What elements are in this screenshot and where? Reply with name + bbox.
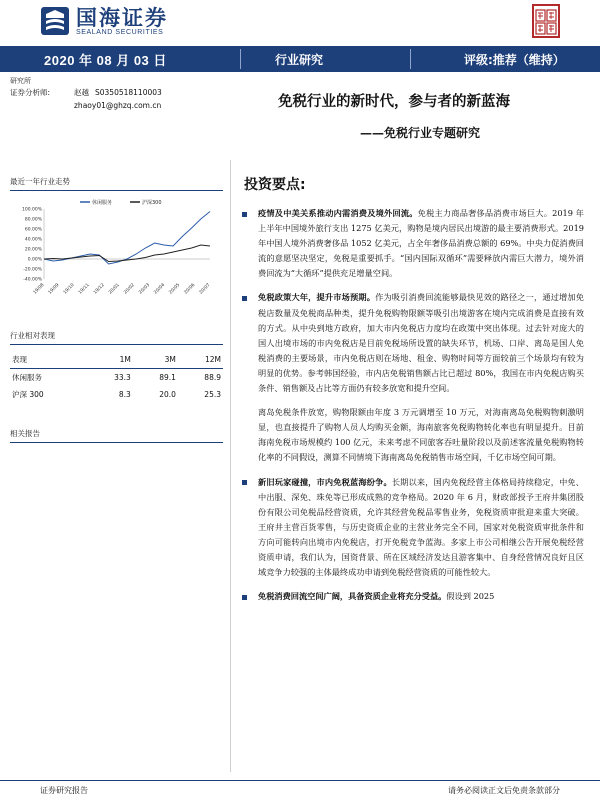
list-item bbox=[240, 589, 584, 604]
table-cell: 沪深 300 bbox=[12, 390, 44, 399]
paragraph: 离岛免税条件放宽，购物限额由年度 3 万元调增至 10 万元，对海南离岛免税购物刺激明显，也直接提升了购物人员人均购买金额，海南旅客免税购物转化率也有明显提升。目前海南免税市场规模约 100 亿元，未来考虑不同旅客吞吐量阶段以及前述客流量免税购物转化率的不同假设，测算不同情境下海南离岛免税销售市场空间，千亿市场空间可期。 bbox=[258, 407, 584, 463]
x-tick-label: 20/06 bbox=[183, 282, 197, 296]
point-text: 免税主力商品奢侈品消费市场巨大。2019 年上半年中国境外旅行支出 1275 亿美元，购物是境内居民出境游的最主要消费形式。2019 年中国人境外消费奢侈品 1052 亿美元，占全年奢侈品消费总额的 69%。中央力促消费回流的意愿坚决坚定，免税是重要抓手。“国内国际双循环”需要释放内需巨大潜力，境外消费回流为“大循环”提供充足增量空间。 bbox=[258, 208, 584, 279]
point-lead: 免税消费回流空间广阔，具备资质企业将充分受益。 bbox=[258, 591, 447, 602]
y-tick-label: -40.00% bbox=[23, 277, 42, 283]
column-divider bbox=[230, 160, 231, 772]
table-cell: 88.9 bbox=[204, 373, 221, 382]
list-item bbox=[240, 290, 584, 396]
legend-label: 沪深300 bbox=[142, 200, 162, 206]
x-tick-label: 19/09 bbox=[47, 282, 61, 296]
analyst-info bbox=[10, 86, 223, 112]
table-header-cell: 表现 bbox=[10, 351, 88, 369]
analyst-label: 证券分析师: bbox=[10, 88, 51, 97]
table-header-row bbox=[10, 351, 223, 369]
x-tick-label: 20/03 bbox=[138, 282, 152, 296]
brand-logo bbox=[40, 6, 168, 36]
point-text: 作为吸引消费回流能够最快见效的路径之一，通过增加免税店数量及免税商品种类，提升免税购物限额等吸引出境游客在境内完成消费是直接有效的方式。从中央到地方政府，加大市内免税店力度均在政策中突出体现。过去针对庞大的国人出境市场的市内免税店是目前免税场所设置的缺失环节，机场、口岸、离岛是国人免税消费的主要场景，市内免税店则在场地、租金、购物时间等方面较前三个场景均有较为明显的优势。参考韩国经验，市内店免税销售额占比已超过 80%，我国在市内免税店购买条件、销售额及占比等方面仍有较多放宽和提升空间。 bbox=[258, 292, 584, 394]
analyst-name: 赵越 bbox=[74, 88, 89, 97]
x-tick-label: 19/12 bbox=[93, 282, 106, 296]
trend-chart-section bbox=[10, 176, 223, 302]
logo-en: SEALAND SECURITIES bbox=[76, 28, 164, 36]
bullet-icon bbox=[240, 290, 258, 396]
y-tick-label: 0.00% bbox=[27, 257, 42, 263]
report-info-bar bbox=[0, 46, 600, 72]
trend-chart-title: 最近一年行业走势 bbox=[10, 176, 223, 191]
performance-title: 行业相对表现 bbox=[10, 330, 223, 345]
legend-label: 休闲服务 bbox=[92, 200, 113, 206]
point-lead: 新旧玩家碰撞，市内免税蓝海纷争。 bbox=[258, 476, 392, 487]
table-cell: 33.3 bbox=[114, 373, 131, 382]
report-category: 行业研究 bbox=[275, 52, 324, 67]
x-tick-label: 20/01 bbox=[108, 282, 121, 296]
analyst-email[interactable]: zhaoy01@ghzq.com.cn bbox=[74, 101, 162, 110]
table-header-cell: 3M bbox=[133, 351, 178, 369]
trend-chart bbox=[10, 197, 223, 302]
point-text: 长期以来，国内免税经营主体格局持续稳定，中免、中出服、深免、珠免等已形成成熟的竞争格局。2020 年 6 月，财政部授予王府井集团股份有限公司免税品经营资质，允许其经营免税品零售业务，免税资质审批迎来重大突破。王府井主营百货零售，与历史资质企业的主营业务完全不同，国家对免税资质审批条件和方向可能转向出境市内免税店，打开免税竞争蓝海。多家上市公司相继公告开展免税经营资质申请，我们认为，国资背景、所在区域经济发达且游客集中、自身经营情况良好且区域竞争力较强的主体最终成功申请到免税经营资质的可能性较大。 bbox=[258, 476, 584, 578]
bar-divider bbox=[240, 49, 241, 69]
table-cell: 89.1 bbox=[159, 373, 176, 382]
y-tick-label: 60.00% bbox=[24, 227, 42, 233]
performance-table bbox=[10, 351, 223, 403]
y-tick-label: 100.00% bbox=[21, 207, 42, 213]
y-tick-label: -20.00% bbox=[23, 267, 42, 273]
point-lead: 免税政策大年，提升市场预期。 bbox=[258, 292, 376, 303]
list-item bbox=[240, 206, 584, 281]
series-line bbox=[44, 212, 210, 265]
table-row bbox=[10, 386, 223, 403]
point-text: 假设到 2025 bbox=[446, 591, 495, 602]
footer-rule bbox=[0, 780, 600, 781]
analyst-cert: S0350518110003 bbox=[95, 88, 162, 97]
bullet-icon bbox=[240, 475, 258, 581]
table-header-cell: 12M bbox=[178, 351, 223, 369]
report-subtitle: ——免税行业专题研究 bbox=[360, 126, 481, 140]
footer-disclaimer: 请务必阅读正文后免责条款部分 bbox=[448, 786, 560, 795]
bullet-icon bbox=[240, 589, 258, 604]
logo-cn: 国海证券 bbox=[76, 5, 168, 30]
y-tick-label: 80.00% bbox=[24, 217, 42, 223]
x-tick-label: 19/11 bbox=[77, 282, 91, 296]
related-reports-section bbox=[10, 428, 223, 443]
list-item bbox=[240, 475, 584, 581]
x-tick-label: 19/08 bbox=[32, 282, 46, 296]
institute-label: 研究所 bbox=[10, 77, 31, 85]
x-tick-label: 20/02 bbox=[123, 282, 136, 296]
performance-section bbox=[10, 330, 223, 403]
report-date: 2020 年 08 月 03 日 bbox=[44, 52, 167, 68]
x-tick-label: 20/07 bbox=[198, 282, 212, 296]
table-cell: 25.3 bbox=[204, 390, 221, 399]
bullet-icon bbox=[240, 206, 258, 281]
table-header-cell: 1M bbox=[88, 351, 133, 369]
bar-divider bbox=[410, 49, 411, 69]
x-tick-label: 19/10 bbox=[62, 282, 76, 296]
point-lead: 疫情及中美关系推动内需消费及境外回流。 bbox=[258, 208, 418, 218]
table-cell: 20.0 bbox=[159, 390, 176, 399]
report-rating: 评级:推荐（维持） bbox=[464, 52, 565, 67]
key-points bbox=[240, 206, 584, 613]
seal-icon bbox=[535, 9, 557, 35]
x-tick-label: 20/04 bbox=[153, 282, 167, 296]
y-tick-label: 40.00% bbox=[24, 237, 42, 243]
y-tick-label: 20.00% bbox=[24, 247, 42, 253]
logo-icon bbox=[40, 6, 70, 36]
seal-stamp bbox=[532, 4, 560, 38]
related-reports-title: 相关报告 bbox=[10, 428, 223, 443]
table-row bbox=[10, 369, 223, 387]
key-points-heading: 投资要点: bbox=[244, 177, 306, 193]
table-cell: 8.3 bbox=[118, 390, 131, 399]
x-tick-label: 20/05 bbox=[168, 282, 182, 296]
report-title: 免税行业的新时代，参与者的新蓝海 bbox=[278, 93, 510, 110]
sidebar bbox=[10, 76, 223, 112]
table-cell: 休闲服务 bbox=[12, 373, 42, 382]
footer-left: 证券研究报告 bbox=[40, 786, 88, 795]
